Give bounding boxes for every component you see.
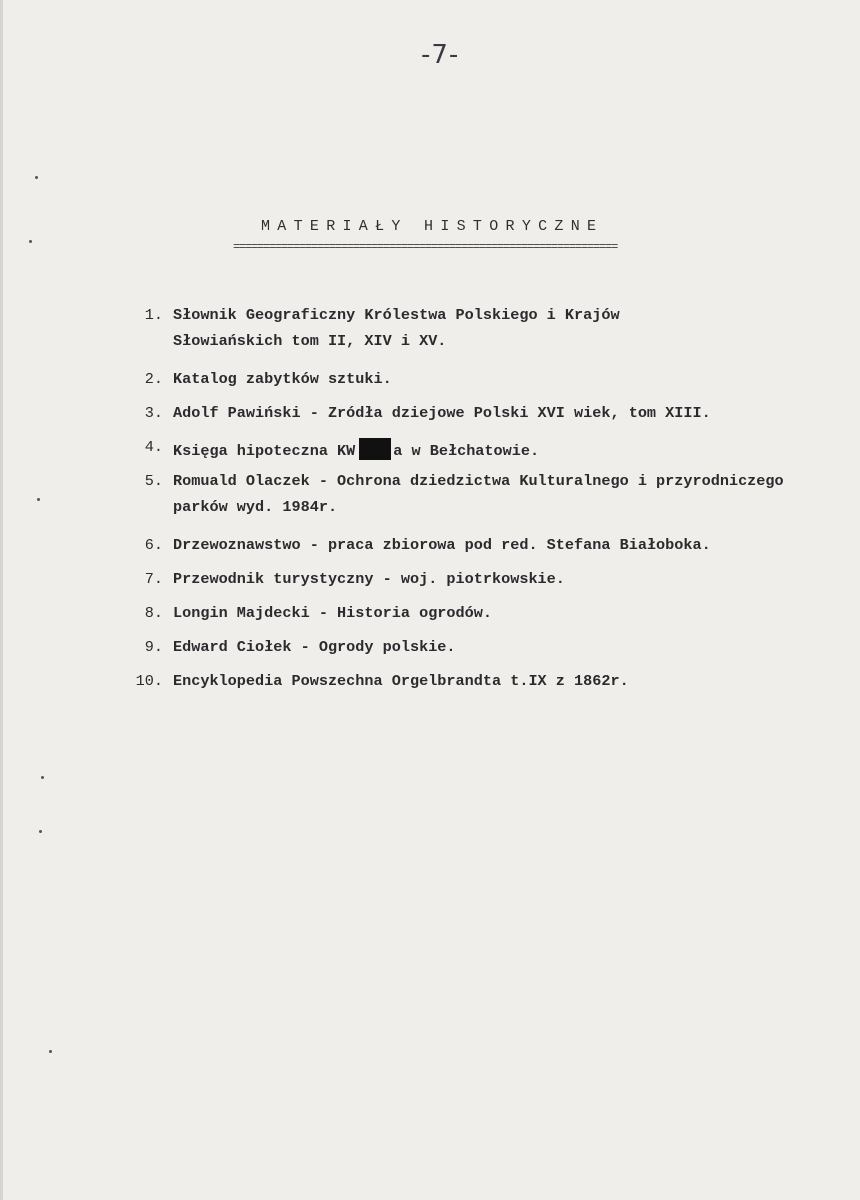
list-item (3, 570, 860, 604)
scan-speck (29, 240, 32, 243)
item-number: 9. (144, 638, 163, 656)
item-number: 1. (144, 306, 163, 324)
redaction-box (359, 438, 391, 460)
item-text: Adolf Pawiński - Zródła dziejowe Polski XVI wiek, tom XIII. (173, 404, 711, 422)
section-heading: MATERIAŁY HISTORYCZNE (261, 218, 604, 235)
list-item (3, 370, 860, 404)
list-item (3, 404, 860, 438)
scan-speck (41, 776, 44, 779)
item-text: Edward Ciołek - Ogrody polskie. (173, 638, 456, 656)
scan-speck (35, 176, 38, 179)
list-item (3, 604, 860, 638)
list-item (3, 672, 860, 706)
list-item (3, 472, 860, 516)
item-text-continued: Słowiańskich tom II, XIV i XV. (173, 332, 447, 350)
item-number: 2. (144, 370, 163, 388)
item-text-after-redaction: a w Bełchatowie. (393, 442, 540, 460)
list-item (3, 438, 860, 472)
scan-speck (49, 1050, 52, 1053)
item-text: Przewodnik turystyczny - woj. piotrkowskie. (173, 570, 565, 588)
item-number: 8. (144, 604, 163, 622)
item-text (173, 438, 539, 460)
item-text-continued: parków wyd. 1984r. (173, 498, 338, 516)
scan-speck (37, 498, 40, 501)
list-item (3, 536, 860, 570)
list-item (3, 638, 860, 672)
item-number: 6. (144, 536, 163, 554)
item-number: 10. (135, 672, 163, 690)
heading-underline: ================================================================ (233, 240, 618, 254)
item-text: Katalog zabytków sztuki. (173, 370, 392, 388)
item-number: 4. (144, 438, 163, 456)
item-text: Słownik Geograficzny Królestwa Polskiego i Krajów (173, 306, 620, 324)
item-text: Encyklopedia Powszechna Orgelbrandta t.IX z 1862r. (173, 672, 629, 690)
list-item (3, 306, 860, 350)
item-text: Romuald Olaczek - Ochrona dziedzictwa Kulturalnego i przyrodniczego (173, 472, 784, 490)
scan-speck (39, 830, 42, 833)
page-number: -7- (421, 40, 460, 70)
item-text: Longin Majdecki - Historia ogrodów. (173, 604, 492, 622)
item-number: 5. (144, 472, 163, 490)
item-number: 7. (144, 570, 163, 588)
item-text: Drzewoznawstwo - praca zbiorowa pod red. Stefana Białoboka. (173, 536, 711, 554)
item-number: 3. (144, 404, 163, 422)
item-text-before-redaction: Księga hipoteczna KW (173, 442, 356, 460)
